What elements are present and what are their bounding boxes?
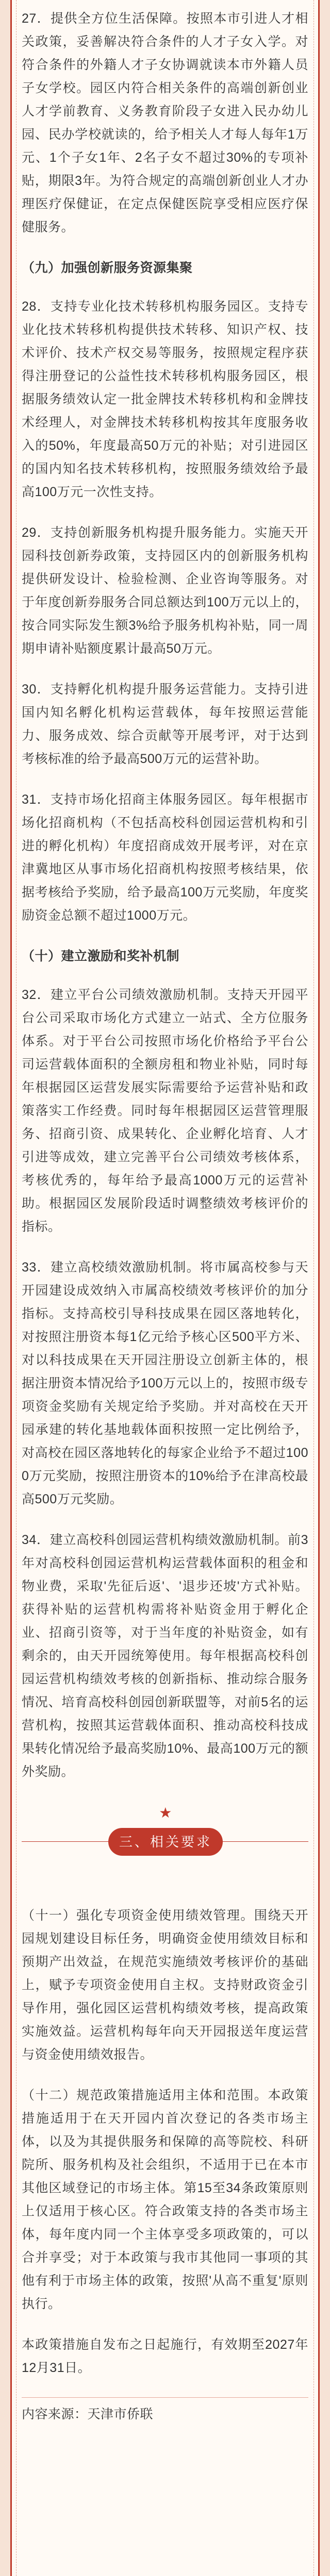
section-heading-10: （十）建立激励和奖补机制 xyxy=(22,949,180,963)
paragraph-32: 32．建立平台公司绩效激励机制。支持天开园平台公司采取市场化方式建立一站式、全方位服务体系。对于平台公司按照市场化价格给予平台公司运营载体面积的全额房租和物业补贴，同时每年根据园区运营发展实际需要给予运营补贴和政策落实工作经费。同时每年根据园区运营管理服务、招商引资、成果转化、企业孵化培育、人才引进等成效，建立完善平台公司绩效考核体系，考核优秀的，每年给予最高1000万元的运营补助。根据园区发展阶段适时调整绩效考核评价的指标。 xyxy=(22,988,308,1234)
source-line: 内容来源：天津市侨联 xyxy=(22,2397,308,2426)
paragraph-30: 30．支持孵化机构提升服务运营能力。支持引进国内知名孵化机构运营载体，每年按照运营能力、服务成效、综合贡献等开展考评，对于达到考核标准的给予最高500万元的运营补助。 xyxy=(22,682,308,766)
paragraph-28: 28．支持专业化技术转移机构服务园区。支持专业化技术转移机构提供技术转移、知识产权、技术评价、技术产权交易等服务，按照规定程序获得注册登记的公益性技术转移机构服务园区，根据服务绩效认定一批金牌技术转移机构和金牌技术经理人，对金牌技术转移机构按其年度服务收入的50%，年度最高50万元的补贴；对引进园区的国内知名技术转移机构，按照服务绩效给予最高100万元一次性支持。 xyxy=(22,299,308,499)
paragraph-12: （十二）规范政策措施适用主体和范围。本政策措施适用于在天开园内首次登记的各类市场主体，以及为其提供服务和保障的高等院校、科研院所、服务机构及社会组织，不适用于已在本市其他区域登记的市场主体。第15至34条政策原则上仅适用于核心区。符合政策支持的各类市场主体，每年度内同一个主体享受多项政策的，可以合并享受；对于本政策与我市其他同一事项的其他有利于市场主体的政策，按照'从高不重复'原则执行。 xyxy=(22,2088,308,2311)
article-content xyxy=(22,7,308,2444)
star-icon: ★ xyxy=(159,1805,172,1821)
section-heading-9: （九）加强创新服务资源集聚 xyxy=(22,261,193,275)
paragraph-31: 31．支持市场化招商主体服务园区。每年根据市场化招商机构（不包括高校科创园运营机构和引进的孵化机构）年度招商成效开展考评，对在京津冀地区从事市场化招商机构按照考核结果，依据考核给予奖励，给予最高100万元奖励，年度奖励资金总额不超过1000万元。 xyxy=(22,792,308,923)
paragraph-34: 34．建立高校科创园运营机构绩效激励机制。前3年对高校科创园运营机构运营载体面积的租金和物业费，采取'先征后返'、'退步还坡'方式补贴。获得补贴的运营机构需将补贴资金用于孵化企业、招商引资等，对于当年度的补贴资金，如有剩余的，由天开园统筹使用。每年根据高校科创园运营机构绩效考核的创新指标、推动综合服务情况、培育高校科创园创新联盟等，对前5名的运营机构，按照其运营载体面积、推动高校科技成果转化情况给予最高奖励10%、最高100万元的额外奖励。 xyxy=(22,1533,308,1779)
paragraph-27: 27．提供全方位生活保障。按照本市引进人才相关政策，妥善解决符合条件的人才子女入学。对符合条件的外籍人才子女协调就读本市外籍人员子女学校。园区内符合相关条件的高端创新创业人才学前教育、义务教育阶段子女进入民办幼儿园、民办学校就读的，给予相关人才每人每年1万元、1个子女1年、2名子女不超过30%的专项补贴，期限3年。为符合规定的高端创新创业人才办理医疗保健证，在定点保健医院享受相应医疗保健服务。 xyxy=(22,11,308,234)
section-divider xyxy=(22,1801,308,1878)
validity-paragraph: 本政策措施自发布之日起施行，有效期至2027年12月31日。 xyxy=(22,2337,308,2375)
paragraph-11: （十一）强化专项资金使用绩效管理。围绕天开园规划建设目标任务，明确资金使用绩效目标和预期产出效益，在规范实施绩效考核评价的基础上，赋予专项资金使用自主权。支持财政资金引导作用，强化园区运营机构绩效考核，提高政策实施效益。运营机构每年向天开园报送年度运营与资金使用绩效报告。 xyxy=(22,1908,308,2062)
section-3-label: 三、相关要求 xyxy=(108,1828,223,1856)
paragraph-29: 29．支持创新服务机构提升服务能力。实施天开园科技创新券政策，支持园区内的创新服务机构提供研发设计、检验检测、企业咨询等服务。对于年度创新券服务合同总额达到100万元以上的，按合同实际发生额3%给予服务机构补贴，同一周期申请补贴额度累计最高50万元。 xyxy=(22,526,308,656)
paragraph-33: 33．建立高校绩效激励机制。将市属高校参与天开园建设成效纳入市属高校绩效考核评价的加分指标。支持高校引导科技成果在园区落地转化，对按照注册资本每1亿元给予核心区500平方米、对以科技成果在天开园注册设立创新主体的，根据注册资本情况给予100万元以上的，按照市级专项资金奖励有关规定给予奖励。并对高校在天开园承建的转化基地载体面积按照一定比例给予，对高校在园区落地转化的每家企业给予不超过1000万元奖励，按照注册资本的10%给予在津高校最高500万元奖励。 xyxy=(22,1260,308,1506)
